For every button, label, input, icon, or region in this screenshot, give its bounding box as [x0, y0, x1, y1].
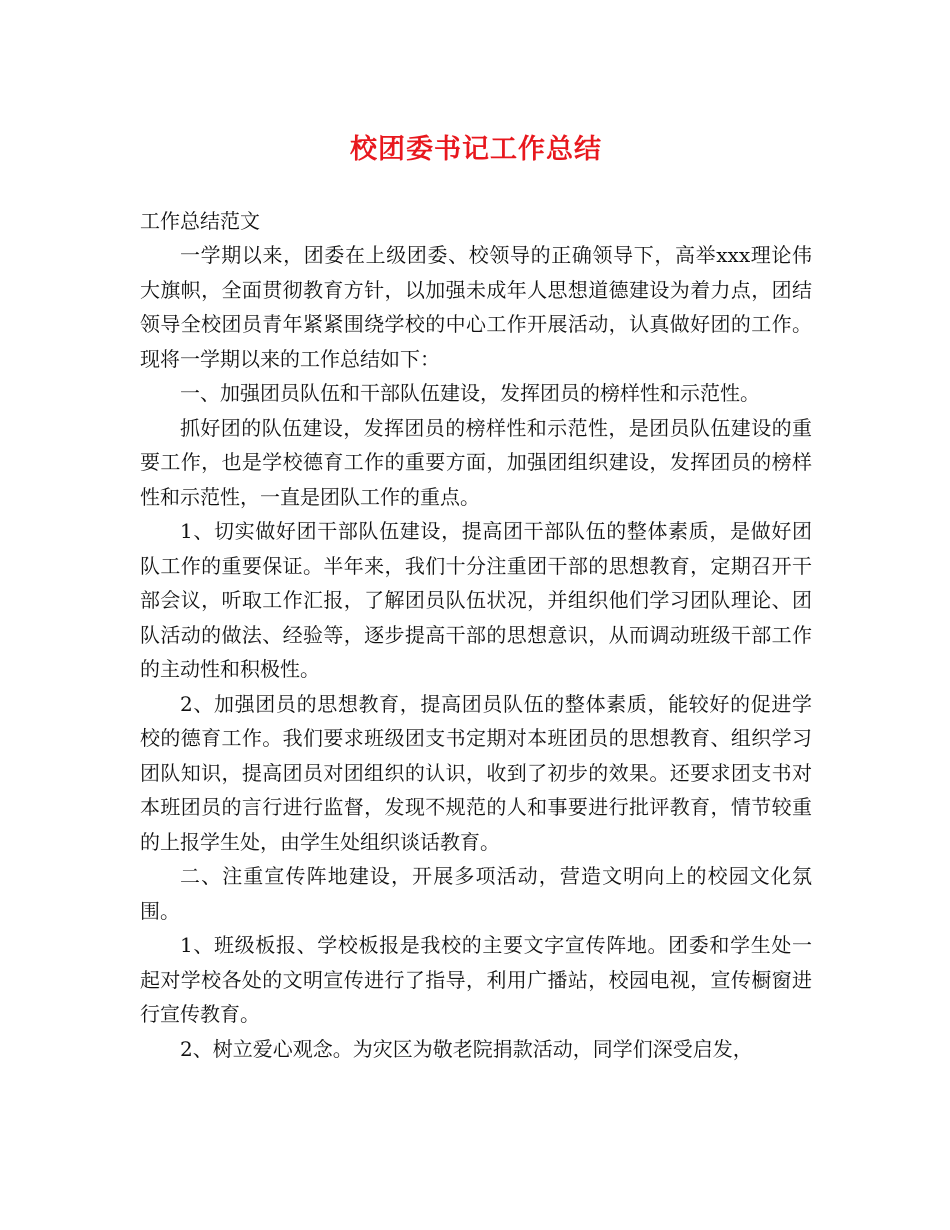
- paragraph: 一学期以来，团委在上级团委、校领导的正确领导下，高举xxx理论伟大旗帜，全面贯彻教育方针，以加强未成年人思想道德建设为着力点，团结领导全校团员青年紧紧围绕学校的中心工作开展活动，认真做好团的工作。现将一学期以来的工作总结如下：: [140, 243, 812, 371]
- section-heading: 一、加强团员队伍和干部队伍建设，发挥团员的榜样性和示范性。: [180, 381, 760, 405]
- paragraph: 抓好团的队伍建设，发挥团员的榜样性和示范性，是团员队伍建设的重要工作，也是学校德育工作的重要方面，加强团组织建设，发挥团员的榜样性和示范性，一直是团队工作的重点。: [140, 415, 812, 509]
- paragraph: 1、班级板报、学校板报是我校的主要文字宣传阵地。团委和学生处一起对学校各处的文明宣传进行了指导，利用广播站，校园电视，宣传橱窗进行宣传教育。: [140, 933, 812, 1026]
- section-heading: 二、注重宣传阵地建设，开展多项活动，营造文明向上的校园文化氛围。: [140, 864, 812, 923]
- paragraph: 2、加强团员的思想教育，提高团员队伍的整体素质，能较好的促进学校的德育工作。我们要求班级团支书定期对本班团员的思想教育、组织学习团队知识，提高团员对团组织的认识，收到了初步的效果。还要求团支书对本班团员的言行进行监督，发现不规范的人和事要进行批评教育，情节较重的上报学生处，由学生处组织谈话教育。: [140, 691, 812, 854]
- document-subtitle: 工作总结范文: [140, 209, 260, 233]
- paragraph: 1、切实做好团干部队伍建设，提高团干部队伍的整体素质，是做好团队工作的重要保证。半年来，我们十分注重团干部的思想教育，定期召开干部会议，听取工作汇报，了解团员队伍状况，并组织他们学习团队理论、团队活动的做法、经验等，逐步提高干部的思想意识，从而调动班级干部工作的主动性和积极性。: [140, 519, 812, 681]
- document-title: 校团委书记工作总结: [350, 134, 602, 165]
- paragraph: 2、树立爱心观念。为灾区为敬老院捐款活动，同学们深受启发，: [180, 1036, 753, 1061]
